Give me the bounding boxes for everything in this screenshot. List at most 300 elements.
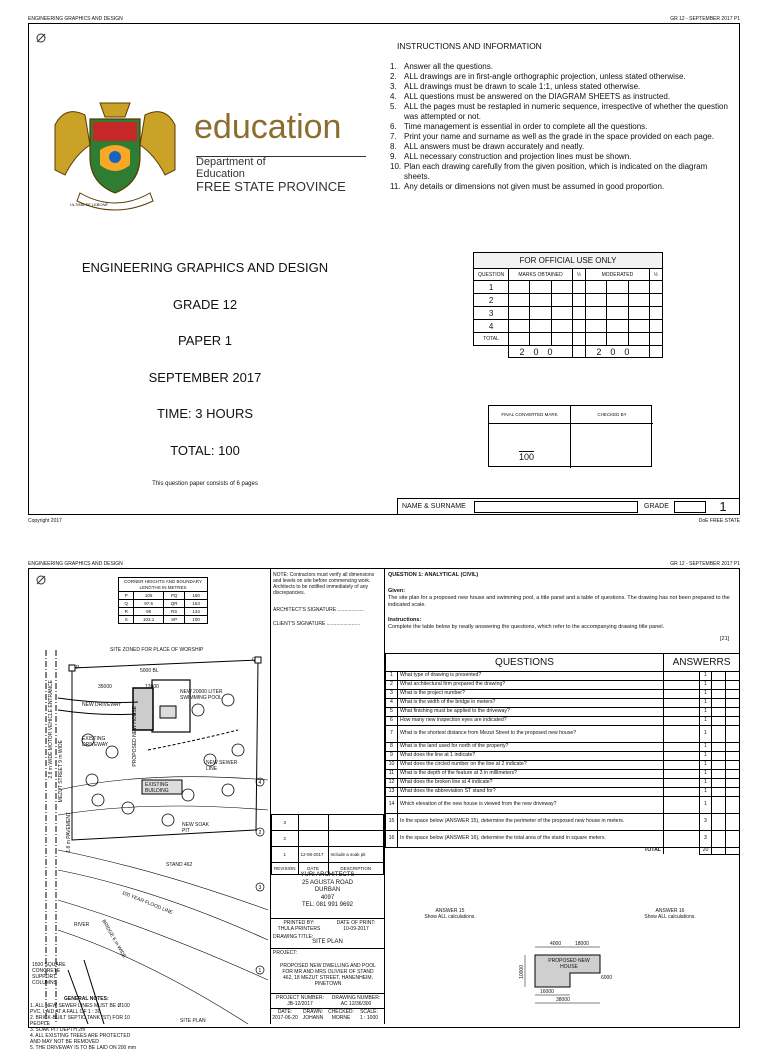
total-label: TOTAL bbox=[386, 848, 664, 855]
mark-box[interactable] bbox=[726, 699, 740, 708]
instructions-text: Complete the table below by neatly answering the questions, which refer to the accompanying drawing title panel. bbox=[388, 624, 665, 630]
architect-signature: ARCHITECT'S SIGNATURE ................... bbox=[273, 607, 364, 613]
official-cell[interactable] bbox=[509, 333, 573, 346]
revision-cell bbox=[298, 831, 328, 847]
dim-label: 5000 BL bbox=[140, 668, 159, 674]
columns-label: 1500 SQUARE CONCRETE SUPPORT COLUMNS bbox=[32, 962, 66, 986]
drawing-number-label: DRAWING NUMBER: bbox=[331, 995, 381, 1001]
street-label: MEZUT STREET 9 m WIDE bbox=[58, 740, 64, 803]
final-mark-value: 100 bbox=[519, 452, 535, 462]
mark-box[interactable] bbox=[726, 814, 740, 831]
instructions-label: Instructions: bbox=[388, 617, 422, 623]
cover-time: TIME: 3 HOURS bbox=[156, 406, 254, 421]
question-row bbox=[386, 797, 740, 814]
question-number: 9 bbox=[386, 752, 398, 761]
motto: ULTIMA SE LEBONE bbox=[70, 202, 109, 207]
instruction-item bbox=[390, 182, 730, 192]
cover-grade: GRADE 12 bbox=[172, 297, 238, 312]
answer15-sub: Show ALL calculations. bbox=[424, 914, 476, 920]
header-right-2: GR 12 - SEPTEMBER 2017 P1 bbox=[670, 561, 740, 567]
revision-cell: 12-08-2017 bbox=[298, 847, 328, 863]
question-number: 6 bbox=[386, 717, 398, 726]
header-left: ENGINEERING GRAPHICS AND DESIGN bbox=[28, 16, 123, 22]
general-note: 3. SOAK PIT DEPTH 2m bbox=[30, 1027, 86, 1033]
answer-cell[interactable] bbox=[664, 726, 700, 743]
mark-box[interactable] bbox=[726, 788, 740, 797]
mark-box[interactable] bbox=[726, 726, 740, 743]
dim-label: 35000 bbox=[98, 684, 112, 690]
instruction-number: 9. bbox=[390, 152, 397, 161]
revision-cell bbox=[328, 831, 383, 847]
drawn-value: JOHANN bbox=[302, 1015, 324, 1021]
firm-address: 25 AGUSTA ROAD bbox=[302, 879, 353, 886]
title-block-firm bbox=[271, 872, 384, 910]
instruction-text: Plan each drawing carefully from the given position, which is indicated on the diagram sheets. bbox=[404, 162, 708, 181]
official-cell[interactable] bbox=[509, 281, 573, 294]
question-mark: 1 bbox=[700, 761, 712, 770]
question-mark: 3 bbox=[700, 831, 712, 848]
project-number: JB-12/2017 bbox=[287, 1001, 313, 1007]
mark-box[interactable] bbox=[712, 761, 726, 770]
mark-box[interactable] bbox=[712, 743, 726, 752]
mark-box[interactable] bbox=[726, 761, 740, 770]
question-row bbox=[386, 788, 740, 797]
official-cell[interactable] bbox=[649, 281, 662, 294]
question-row bbox=[386, 690, 740, 699]
official-row bbox=[474, 333, 663, 346]
answer-cell[interactable] bbox=[664, 743, 700, 752]
corner-cell: QR bbox=[163, 600, 184, 608]
instruction-item bbox=[390, 122, 730, 132]
official-cell[interactable] bbox=[572, 294, 585, 307]
corner-p: P bbox=[76, 665, 80, 671]
question-title: QUESTION 1: ANALYTICAL (CIVIL) bbox=[388, 572, 479, 578]
sketch-house-label: PROPOSED NEW HOUSE bbox=[548, 958, 590, 970]
answer-cell[interactable] bbox=[664, 831, 700, 848]
mark-box[interactable] bbox=[726, 717, 740, 726]
col-moderated: MODERATED bbox=[586, 269, 650, 281]
official-row bbox=[474, 307, 663, 320]
instruction-item bbox=[390, 62, 730, 72]
stamp-icon bbox=[34, 573, 48, 587]
mark-box[interactable] bbox=[712, 797, 726, 814]
printed-by: THULA PRINTERS bbox=[277, 926, 321, 932]
revision-row bbox=[272, 831, 384, 847]
official-row bbox=[474, 320, 663, 333]
revision-cell bbox=[328, 815, 383, 831]
corner-row bbox=[119, 608, 208, 616]
answer-cell[interactable] bbox=[664, 752, 700, 761]
entrance-label: 2.8 m WIDE MOTOR VEHICLE ENTRANCE bbox=[48, 680, 54, 779]
col-half: ½ bbox=[649, 269, 662, 281]
official-cell[interactable] bbox=[586, 320, 650, 333]
col-marks: MARKS OBTAINED bbox=[509, 269, 573, 281]
sketch-dim: 10000 bbox=[519, 965, 525, 979]
grade-label: GRADE bbox=[644, 503, 669, 510]
building-label: EXISTING BUILDING bbox=[145, 782, 169, 794]
river-label: RIVER bbox=[74, 922, 90, 928]
questions-table bbox=[385, 653, 740, 855]
revision-header-cell: REVISION bbox=[272, 863, 299, 875]
instruction-text: ALL necessary construction and projection lines must be shown. bbox=[404, 152, 632, 161]
corner-cell: 95 bbox=[134, 608, 164, 616]
given-label: Given: bbox=[388, 588, 406, 594]
corner-table-title: CORNER HEIGHTS AND BOUNDARY LENGTHS IN METRES bbox=[118, 577, 208, 592]
answer-cell[interactable] bbox=[664, 770, 700, 779]
question-row bbox=[386, 814, 740, 831]
question-row bbox=[386, 672, 740, 681]
dim-label: 12000 bbox=[145, 684, 159, 690]
instruction-text: Any details or dimensions not given must be assumed in good proportion. bbox=[404, 182, 665, 191]
answer-cell[interactable] bbox=[664, 708, 700, 717]
general-notes-title: GENERAL NOTES: bbox=[64, 996, 109, 1002]
answer-cell[interactable] bbox=[664, 672, 700, 681]
mark-box[interactable] bbox=[712, 779, 726, 788]
mark-box[interactable] bbox=[712, 814, 726, 831]
project-number-label: PROJECT NUMBER: bbox=[276, 995, 324, 1001]
question-mark: 1 bbox=[700, 726, 712, 743]
question-text: What does the abbreviation ST stand for? bbox=[398, 788, 664, 797]
instruction-text: ALL the pages must be restapled in numeric sequence, irrespective of whether the question was attempted or not. bbox=[404, 102, 728, 121]
instruction-text: ALL drawings must be drawn to scale 1:1, unless stated otherwise. bbox=[404, 82, 641, 91]
question-mark: 1 bbox=[700, 770, 712, 779]
official-question: 3 bbox=[474, 307, 509, 320]
questions-header: QUESTIONS bbox=[386, 654, 664, 672]
checked-value: MORNE bbox=[331, 1015, 351, 1021]
house-label: PROPOSED NEW HOUSE bbox=[132, 706, 138, 767]
official-cell[interactable] bbox=[509, 294, 573, 307]
answer-cell[interactable] bbox=[664, 699, 700, 708]
question-text: How many new inspection eyes are indicated? bbox=[398, 717, 664, 726]
sketch-dim: 4000 bbox=[550, 941, 562, 947]
answer15-title: ANSWER 15 bbox=[435, 908, 465, 914]
mark-box[interactable] bbox=[726, 770, 740, 779]
corner-cell: 97.5 bbox=[134, 600, 164, 608]
question-row bbox=[386, 717, 740, 726]
instruction-number: 2. bbox=[390, 72, 397, 81]
driveway-label: NEW DRIVEWAY bbox=[82, 702, 122, 708]
question-mark: 1 bbox=[700, 743, 712, 752]
general-note: 1. ALL NEW SEWER LINES MUST BE Ø100 PVC, LAID AT A FALL OF 1 : 30 bbox=[30, 1003, 130, 1015]
final-mark-box bbox=[488, 405, 652, 467]
question-text: Which elevation of the new house is viewed from the new driveway? bbox=[398, 797, 664, 814]
logo-line2: Education bbox=[196, 168, 245, 180]
revision-row bbox=[272, 847, 384, 863]
question-text: In the space below (ANSWER 16), determine the total area of the stand in square meters. bbox=[398, 831, 664, 848]
answers-header: ANSWERRS bbox=[664, 654, 740, 672]
question-number: 2 bbox=[386, 681, 398, 690]
question-mark: 1 bbox=[700, 717, 712, 726]
mark-box[interactable] bbox=[712, 699, 726, 708]
answer-cell[interactable] bbox=[664, 717, 700, 726]
client-signature: CLIENT'S SIGNATURE ........................ bbox=[273, 621, 360, 627]
logo-line1: Department of bbox=[196, 156, 266, 168]
pages-note: This question paper consists of 6 pages bbox=[152, 481, 258, 487]
official-question: 2 bbox=[474, 294, 509, 307]
mark-box[interactable] bbox=[726, 708, 740, 717]
official-cell[interactable] bbox=[586, 281, 650, 294]
answer-cell[interactable] bbox=[664, 690, 700, 699]
project-label: PROJECT: bbox=[273, 950, 298, 956]
mark-box[interactable] bbox=[726, 779, 740, 788]
question-row bbox=[386, 699, 740, 708]
stand-label: STAND 462 bbox=[166, 862, 193, 868]
drawing-number: AC 12/36/300 bbox=[340, 1001, 372, 1007]
question-mark: 1 bbox=[700, 690, 712, 699]
answer15-area[interactable] bbox=[400, 925, 510, 1015]
instruction-item bbox=[390, 72, 730, 82]
sewer-label: NEW SEWER LINE bbox=[206, 760, 238, 772]
revision-cell: 1 bbox=[272, 847, 299, 863]
question-mark: 1 bbox=[700, 779, 712, 788]
revision-header-cell: DATE bbox=[298, 863, 328, 875]
answer16-title: ANSWER 16 bbox=[655, 908, 685, 914]
soak-pit-label: NEW SOAK PIT bbox=[182, 822, 209, 834]
question-row bbox=[386, 708, 740, 717]
official-question: 4 bbox=[474, 320, 509, 333]
instruction-number: 5. bbox=[390, 102, 397, 111]
official-cell[interactable] bbox=[586, 307, 650, 320]
official-cell[interactable] bbox=[572, 307, 585, 320]
official-title: FOR OFFICIAL USE ONLY bbox=[474, 253, 663, 269]
official-row bbox=[474, 294, 663, 307]
mark-box[interactable] bbox=[726, 690, 740, 699]
question-number: 11 bbox=[386, 770, 398, 779]
firm-address: 4097 bbox=[320, 894, 335, 901]
question-number: 3 bbox=[386, 690, 398, 699]
mark-box[interactable] bbox=[712, 788, 726, 797]
site-zoned-label: SITE ZONED FOR PLACE OF WORSHIP bbox=[110, 647, 204, 653]
question-mark: 1 bbox=[700, 681, 712, 690]
logo-line3: FREE STATE PROVINCE bbox=[196, 179, 346, 194]
question-number: 8 bbox=[386, 743, 398, 752]
question-row bbox=[386, 752, 740, 761]
corner-row bbox=[119, 616, 208, 624]
question-text: What does the broken line at 4 indicate? bbox=[398, 779, 664, 788]
instruction-item bbox=[390, 142, 730, 152]
official-cell[interactable] bbox=[649, 333, 662, 346]
cover-total: TOTAL: 100 bbox=[170, 443, 240, 458]
question-number: 7 bbox=[386, 726, 398, 743]
stamp-icon bbox=[34, 31, 48, 45]
corner-cell: 134 bbox=[185, 608, 208, 616]
instruction-number: 4. bbox=[390, 92, 397, 101]
general-notes bbox=[30, 1003, 140, 1051]
revision-table bbox=[271, 814, 384, 875]
question-number: 10 bbox=[386, 761, 398, 770]
question-text: What type of drawing is presented? bbox=[398, 672, 664, 681]
site-plan-label: SITE PLAN bbox=[180, 1018, 206, 1024]
sketch-dim: 18000 bbox=[575, 941, 589, 947]
general-note: 2. BRICK-BUILT SEPTIC TANK (ST) FOR 10 PEOPLE bbox=[30, 1015, 130, 1027]
revision-cell bbox=[298, 815, 328, 831]
name-bar bbox=[397, 498, 740, 515]
mark-box[interactable] bbox=[712, 752, 726, 761]
official-cell[interactable] bbox=[649, 307, 662, 320]
instructions-title: INSTRUCTIONS AND INFORMATION bbox=[397, 41, 542, 51]
corner-row bbox=[119, 592, 208, 600]
answer16-area[interactable] bbox=[615, 925, 725, 1015]
question-row bbox=[386, 761, 740, 770]
official-cell[interactable] bbox=[586, 333, 650, 346]
mark-box[interactable] bbox=[712, 708, 726, 717]
question-number: 14 bbox=[386, 797, 398, 814]
corner-table bbox=[118, 591, 208, 624]
existing-driveway-label: EXISTING DRIVEWAY bbox=[82, 736, 109, 748]
official-cell[interactable] bbox=[586, 294, 650, 307]
mark-box[interactable] bbox=[712, 690, 726, 699]
instruction-number: 6. bbox=[390, 122, 397, 131]
mark-box[interactable] bbox=[712, 672, 726, 681]
mark-box[interactable] bbox=[712, 717, 726, 726]
official-cell[interactable] bbox=[509, 320, 573, 333]
mark-box[interactable] bbox=[712, 681, 726, 690]
revision-row bbox=[272, 815, 384, 831]
corner-cell: 105 bbox=[134, 592, 164, 600]
name-input[interactable] bbox=[474, 501, 638, 513]
corner-cell: SP bbox=[163, 616, 184, 624]
official-use-table bbox=[473, 252, 663, 358]
official-question: 1 bbox=[474, 281, 509, 294]
drawing-title: SITE PLAN bbox=[312, 939, 343, 945]
question-mark: 1 bbox=[700, 699, 712, 708]
corner-q: Q bbox=[252, 657, 256, 663]
firm-address: DURBAN bbox=[314, 887, 341, 893]
question-row bbox=[386, 779, 740, 788]
project-text: PROPOSED NEW DWELLING AND POOL FOR MR AND MRS OLIVIER OF STAND 462, 18 MEZUT STREET, HANENHEIM, PINETOWN bbox=[280, 963, 376, 987]
question-text: What is the project number? bbox=[398, 690, 664, 699]
mark-box[interactable] bbox=[712, 831, 726, 848]
official-cell[interactable] bbox=[572, 333, 585, 346]
scale-value: 1 : 1000 bbox=[359, 1015, 379, 1021]
instruction-item bbox=[390, 82, 730, 92]
instruction-number: 3. bbox=[390, 82, 397, 91]
answer-cell[interactable] bbox=[664, 779, 700, 788]
mark-box[interactable] bbox=[726, 831, 740, 848]
checked-by-label: CHECKED BY bbox=[571, 406, 653, 424]
date-label: DATE: bbox=[277, 1009, 293, 1015]
revision-cell: Include a soak pit bbox=[328, 847, 383, 863]
drawing-title-label: DRAWING TITLE: bbox=[273, 934, 314, 940]
instruction-item bbox=[390, 102, 730, 122]
question-mark: 1 bbox=[700, 672, 712, 681]
answer-cell[interactable] bbox=[664, 788, 700, 797]
name-label: NAME & SURNAME bbox=[402, 503, 466, 510]
col-half: ½ bbox=[572, 269, 585, 281]
total-a: 200 bbox=[509, 346, 573, 358]
svg-text:2: 2 bbox=[258, 830, 262, 836]
question-text: What is the depth of the feature at 3 in millimeters? bbox=[398, 770, 664, 779]
revision-cell: 2 bbox=[272, 831, 299, 847]
instruction-text: Time management is essential in order to complete all the questions. bbox=[404, 122, 648, 131]
answer-cell[interactable] bbox=[664, 797, 700, 814]
question-number: 13 bbox=[386, 788, 398, 797]
official-cell[interactable] bbox=[572, 281, 585, 294]
instruction-text: ALL drawings are in first-angle orthographic projection, unless stated otherwise. bbox=[404, 72, 686, 81]
official-cell[interactable] bbox=[649, 320, 662, 333]
grade-input[interactable] bbox=[674, 501, 706, 513]
question-text: What is the width of the bridge in meters? bbox=[398, 699, 664, 708]
cover-date: SEPTEMBER 2017 bbox=[148, 370, 262, 385]
mark-box[interactable] bbox=[712, 726, 726, 743]
question-row bbox=[386, 770, 740, 779]
mark-box[interactable] bbox=[726, 681, 740, 690]
revision-cell: 3 bbox=[272, 815, 299, 831]
question-row bbox=[386, 831, 740, 848]
instruction-item bbox=[390, 92, 730, 102]
mark-box[interactable] bbox=[726, 672, 740, 681]
mark-box[interactable] bbox=[726, 797, 740, 814]
sketch-dim: 6000 bbox=[601, 975, 613, 981]
mark-box[interactable] bbox=[726, 752, 740, 761]
sketch-dim: 38000 bbox=[556, 997, 570, 1003]
mark-box[interactable] bbox=[726, 743, 740, 752]
mark-box[interactable] bbox=[712, 770, 726, 779]
corner-cell: 103.1 bbox=[134, 616, 164, 624]
coat-of-arms-icon bbox=[45, 95, 185, 215]
question-number: 4 bbox=[386, 699, 398, 708]
question-number: 15 bbox=[386, 814, 398, 831]
official-question: TOTAL bbox=[474, 333, 509, 346]
corner-cell: PQ bbox=[163, 592, 184, 600]
instruction-number: 10. bbox=[390, 162, 402, 171]
corner-cell: S bbox=[119, 616, 134, 624]
corner-cell: 100 bbox=[185, 616, 208, 624]
instruction-text: Print your name and surname as well as the grade in the space provided on each page. bbox=[404, 132, 714, 141]
pool-label: NEW 20000 LITER SWIMMING POOL bbox=[180, 689, 223, 701]
question-text: What finishing must be applied to the driveway? bbox=[398, 708, 664, 717]
question-row bbox=[386, 726, 740, 743]
instruction-text: ALL answers must be drawn accurately and neatly. bbox=[404, 142, 585, 151]
general-note: 4. ALL EXISTING TREES ARE PROTECTED AND MAY NOT BE REMOVED bbox=[30, 1033, 131, 1045]
final-mark-label: FINAL CONVERTED MARK bbox=[489, 406, 571, 424]
answer-cell[interactable] bbox=[664, 681, 700, 690]
question-text: What is the shortest distance from Mezut Street to the proposed new house? bbox=[398, 726, 664, 743]
instruction-number: 7. bbox=[390, 132, 397, 141]
official-cell[interactable] bbox=[572, 320, 585, 333]
official-row bbox=[474, 281, 663, 294]
official-cell[interactable] bbox=[509, 307, 573, 320]
question-text: What does the line at 1 indicate? bbox=[398, 752, 664, 761]
question-mark: 1 bbox=[700, 752, 712, 761]
instruction-number: 1. bbox=[390, 62, 397, 71]
answer-cell[interactable] bbox=[664, 761, 700, 770]
corner-cell: P bbox=[119, 592, 134, 600]
answer16-sub: Show ALL calculations. bbox=[644, 914, 696, 920]
general-note: 5. THE DRIVEWAY IS TO BE LAID ON 200 mm bbox=[30, 1045, 137, 1051]
corner-row bbox=[119, 600, 208, 608]
given-text: The site plan for a proposed new house and swimming pool, a title panel and a table of questions. The drawing has not been prepared to the indicated scale. bbox=[388, 595, 730, 608]
question-number: 5 bbox=[386, 708, 398, 717]
question-mark: 3 bbox=[700, 814, 712, 831]
date-value: 2017-06-20 bbox=[272, 1015, 298, 1021]
question-text: What is the land used for north of the property? bbox=[398, 743, 664, 752]
answer-cell[interactable] bbox=[664, 814, 700, 831]
instruction-number: 8. bbox=[390, 142, 397, 151]
corner-cell: RS bbox=[163, 608, 184, 616]
svg-text:1: 1 bbox=[258, 968, 262, 974]
instruction-item bbox=[390, 162, 730, 182]
question-mark: 1 bbox=[700, 788, 712, 797]
question-text: What architectural firm prepared the drawing? bbox=[398, 681, 664, 690]
instructions-list bbox=[390, 62, 730, 192]
logo-word: education bbox=[194, 108, 342, 146]
official-cell[interactable] bbox=[649, 294, 662, 307]
question-marks: [21] bbox=[720, 636, 730, 642]
firm-name: YURI ARCHITECTS bbox=[300, 872, 355, 878]
scale-label: SCALE: bbox=[360, 1009, 378, 1015]
contractor-note: NOTE: Contractors must verify all dimensions and levels on site before commencing work. Architects to be notified immediately of any discrepancies. bbox=[273, 572, 375, 596]
